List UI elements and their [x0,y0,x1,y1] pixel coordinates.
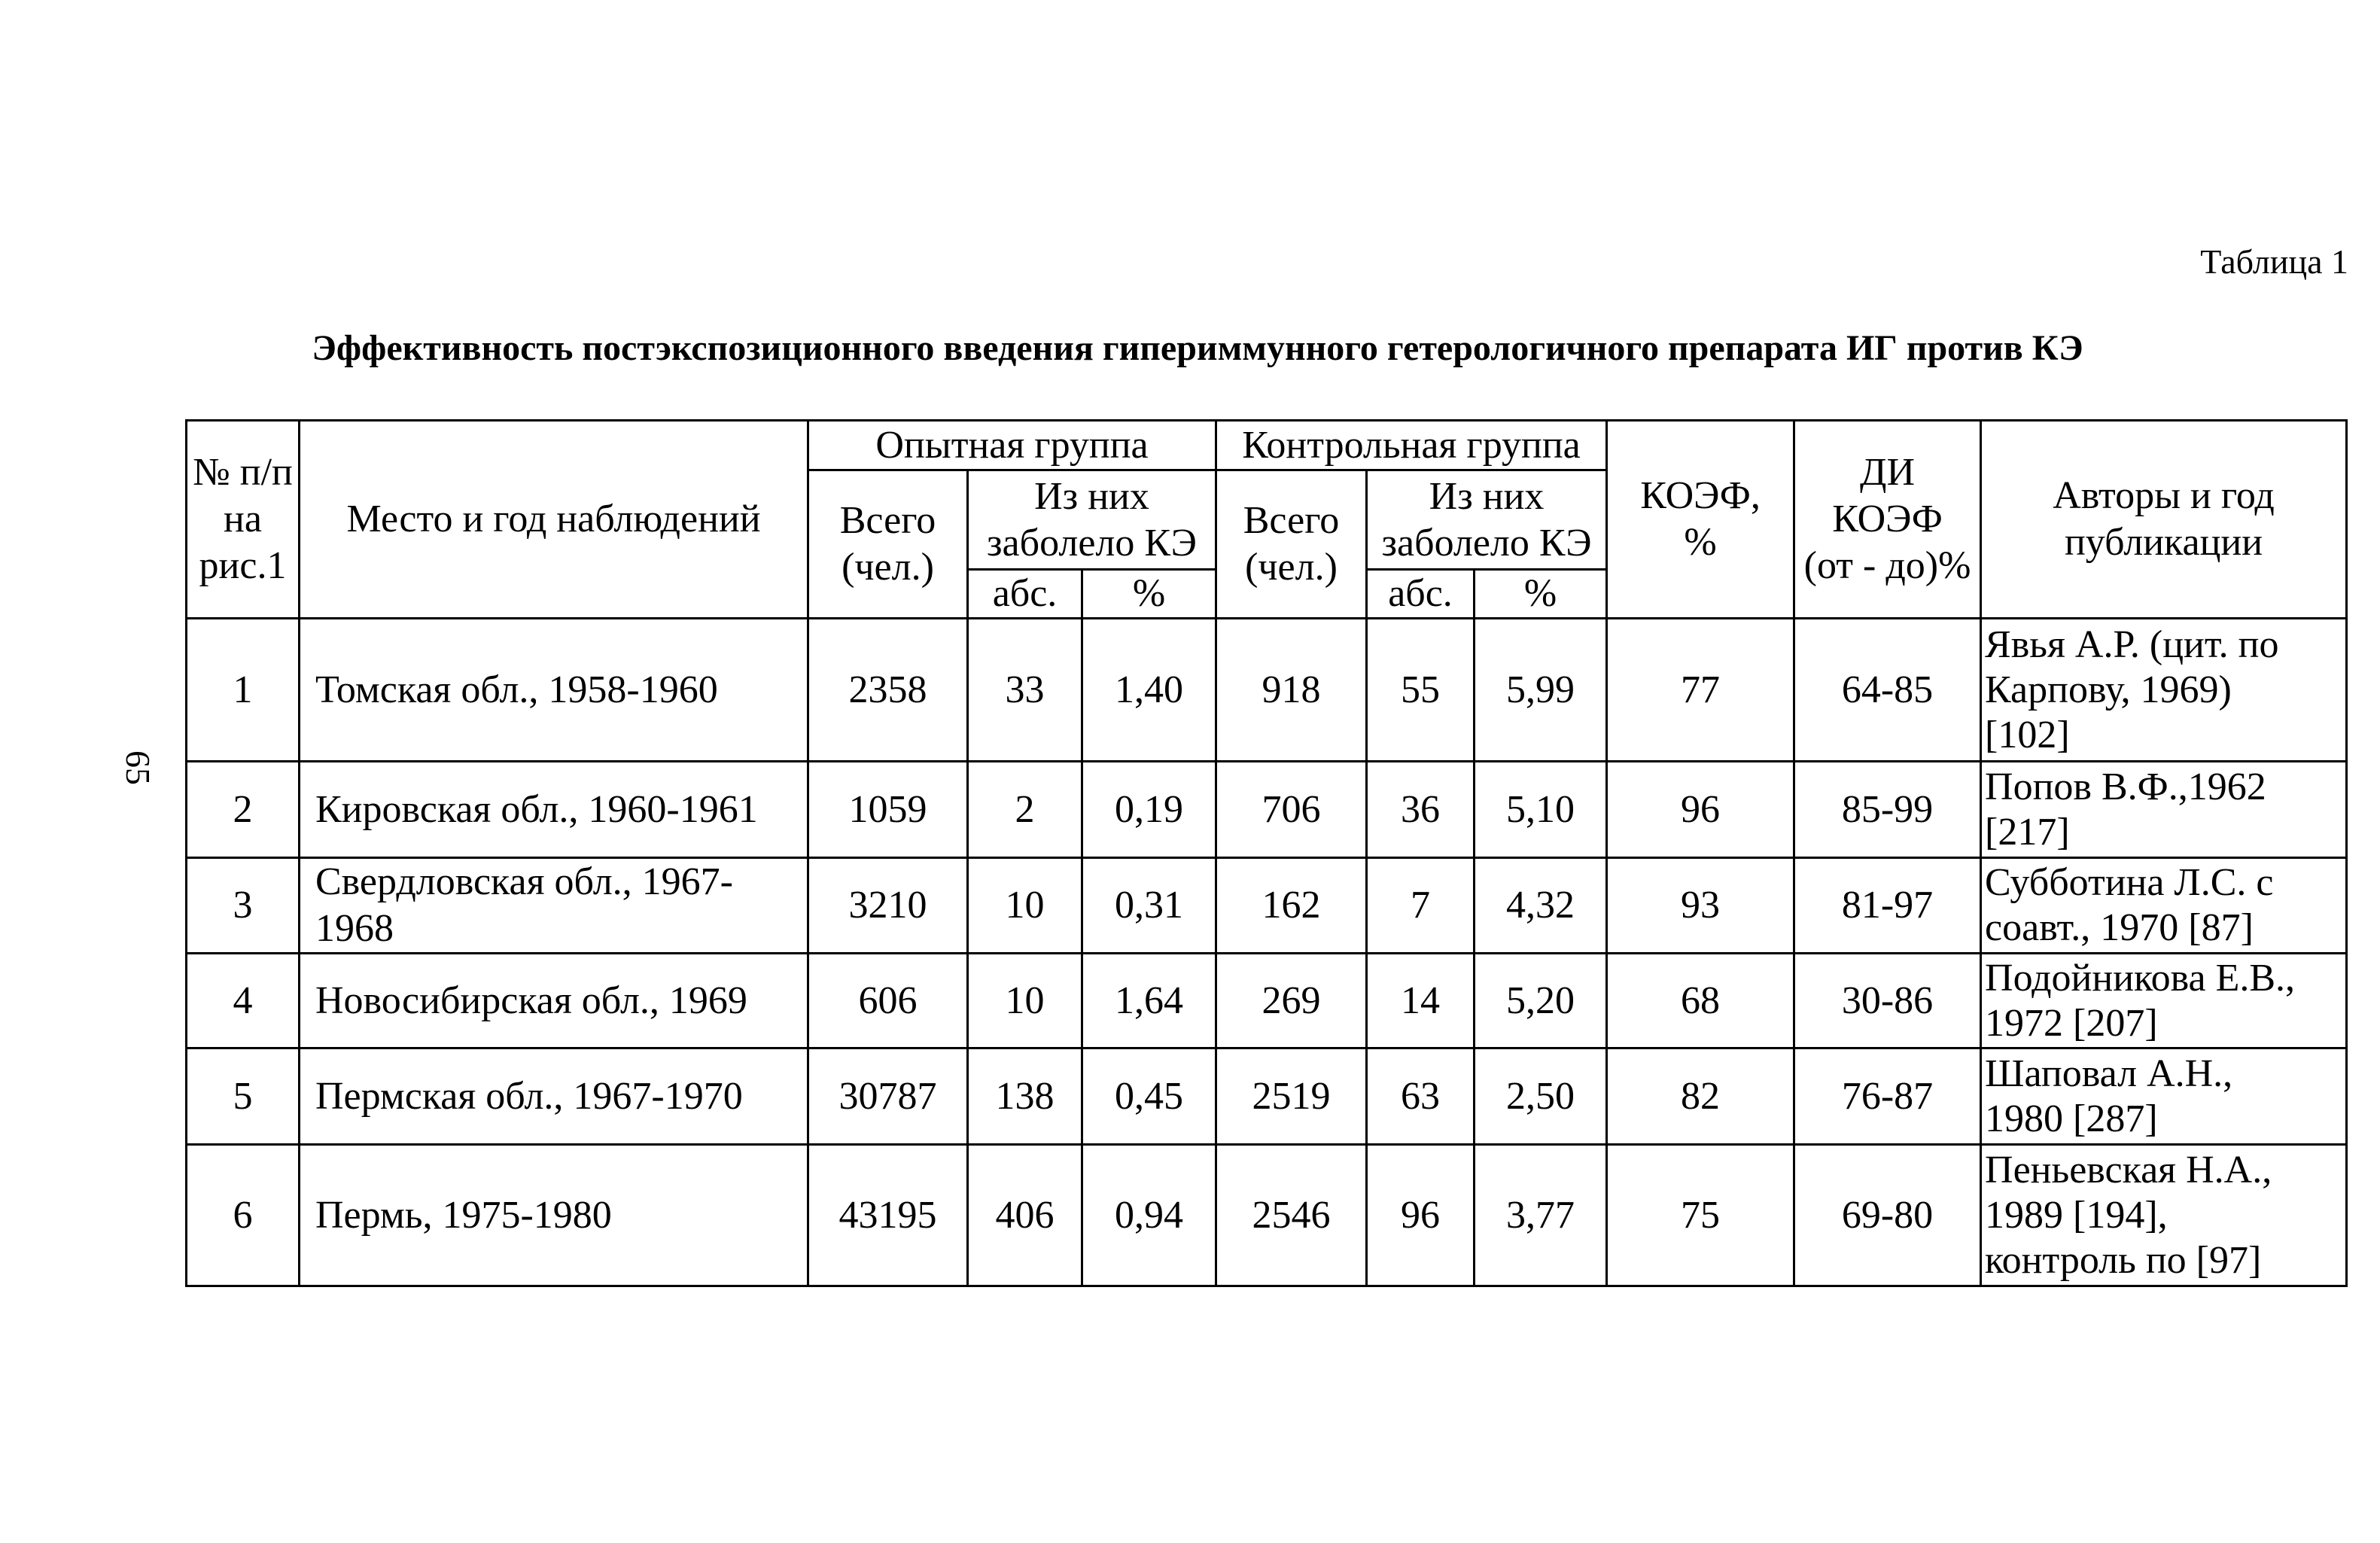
row-ci-cell: 81-97 [1794,858,1981,954]
row-ctrl-total-cell: 706 [1216,762,1367,858]
row-num-cell: 5 [187,1048,300,1145]
row-koef-cell: 75 [1607,1145,1794,1286]
header-control-group: Контрольная группа [1216,421,1607,470]
row-ci-cell: 69-80 [1794,1145,1981,1286]
row-ctrl-pct-cell: 3,77 [1475,1145,1607,1286]
header-ci [1794,421,1981,619]
table-row [187,1048,2347,1145]
row-exp-total-cell: 606 [808,954,968,1048]
row-authors-line: Явья А.Р. (цит. по [1985,622,2279,666]
header-exp-total-line-2: (чел.) [842,546,934,589]
row-authors-line: контроль по [97] [1985,1238,2262,1282]
row-exp-total-cell: 30787 [808,1048,968,1145]
header-exp-abs: абс. [968,570,1082,619]
table-row [187,954,2347,1048]
header-exp-total [808,470,968,619]
row-koef-cell: 68 [1607,954,1794,1048]
table-row [187,1145,2347,1286]
row-ci-cell: 76-87 [1794,1048,1981,1145]
row-authors-line: 1972 [207] [1985,1001,2158,1045]
row-ctrl-total-cell: 2519 [1216,1048,1367,1145]
row-ctrl-pct-cell: 5,99 [1475,619,1607,762]
row-authors-line: Попов В.Ф.,1962 [1985,765,2266,808]
row-authors-line: [217] [1985,810,2070,854]
header-koef [1607,421,1794,619]
table-caption: Таблица 1 [2200,242,2348,281]
row-num-cell: 4 [187,954,300,1048]
row-exp-abs-cell: 138 [968,1048,1082,1145]
row-authors-cell [1981,762,2347,858]
page-number: 65 [119,750,157,785]
table-row [187,619,2347,762]
header-ci-line-3: (от - до)% [1803,544,1971,587]
row-exp-pct-cell: 0,31 [1082,858,1216,954]
header-authors-line-2: публикации [2064,521,2263,564]
header-exp-sick [968,470,1216,570]
row-authors-line: соавт., 1970 [87] [1985,906,2254,949]
header-ctrl-total-line-2: (чел.) [1245,546,1338,589]
row-ci-cell: 30-86 [1794,954,1981,1048]
header-ctrl-pct: % [1475,570,1607,619]
row-exp-abs-cell: 33 [968,619,1082,762]
header-koef-line-2: % [1684,521,1717,564]
row-place-cell: Пермская обл., 1967-1970 [300,1048,808,1145]
header-ctrl-abs: абс. [1367,570,1475,619]
row-authors-cell [1981,1145,2347,1286]
header-exp-pct: % [1082,570,1216,619]
row-authors-line: [102] [1985,713,2070,756]
row-exp-pct-cell: 1,40 [1082,619,1216,762]
header-exp-total-line-1: Всего [839,499,936,542]
row-exp-pct-cell: 1,64 [1082,954,1216,1048]
row-koef-cell: 77 [1607,619,1794,762]
header-ci-line-2: КОЭФ [1832,498,1943,540]
row-exp-abs-cell: 406 [968,1145,1082,1286]
row-ci-cell: 85-99 [1794,762,1981,858]
row-ctrl-total-cell: 162 [1216,858,1367,954]
row-place-cell: Пермь, 1975-1980 [300,1145,808,1286]
header-num [187,421,300,619]
row-ctrl-total-cell: 2546 [1216,1145,1367,1286]
row-authors-line: 1980 [287] [1985,1097,2158,1140]
row-authors-cell [1981,1048,2347,1145]
header-exp-sick-line-1: Из них [1034,474,1149,518]
row-exp-abs-cell: 2 [968,762,1082,858]
header-koef-line-1: КОЭФ, [1640,474,1761,517]
table-header [187,421,2347,619]
header-num-line-2: на [224,498,262,540]
row-authors-line: Шаповал А.Н., [1985,1051,2233,1095]
row-exp-pct-cell: 0,45 [1082,1048,1216,1145]
row-num-cell: 2 [187,762,300,858]
header-authors [1981,421,2347,619]
row-ctrl-abs-cell: 96 [1367,1145,1475,1286]
header-ctrl-sick-line-1: Из них [1429,474,1545,518]
table-row [187,762,2347,858]
table-row [187,858,2347,954]
row-ctrl-pct-cell: 2,50 [1475,1048,1607,1145]
row-authors-line: Подойникова Е.В., [1985,956,2296,1000]
row-exp-abs-cell: 10 [968,858,1082,954]
header-ci-line-1: ДИ [1860,451,1916,494]
row-ctrl-abs-cell: 14 [1367,954,1475,1048]
row-koef-cell: 82 [1607,1048,1794,1145]
row-exp-pct-cell: 0,94 [1082,1145,1216,1286]
row-exp-total-cell: 2358 [808,619,968,762]
row-place-cell: Новосибирская обл., 1969 [300,954,808,1048]
row-authors-cell [1981,954,2347,1048]
header-ctrl-sick-line-2: заболело КЭ [1381,521,1592,565]
row-place-cell: Свердловская обл., 1967-1968 [300,858,808,954]
row-authors-line: Карпову, 1969) [1985,668,2232,711]
row-authors-line: Субботина Л.С. с [1985,861,2274,904]
row-koef-cell: 96 [1607,762,1794,858]
row-authors-cell [1981,858,2347,954]
row-num-cell: 6 [187,1145,300,1286]
row-ctrl-pct-cell: 5,10 [1475,762,1607,858]
row-exp-pct-cell: 0,19 [1082,762,1216,858]
row-authors-line: 1989 [194], [1985,1193,2168,1237]
row-ctrl-abs-cell: 36 [1367,762,1475,858]
header-place: Место и год наблюдений [300,421,808,619]
header-authors-line-1: Авторы и год [2053,474,2275,517]
data-table [185,419,2348,1287]
row-ctrl-pct-cell: 4,32 [1475,858,1607,954]
row-authors-cell [1981,619,2347,762]
table-body [187,619,2347,1286]
header-ctrl-sick [1367,470,1607,570]
row-ctrl-abs-cell: 55 [1367,619,1475,762]
header-experimental-group: Опытная группа [808,421,1216,470]
row-ctrl-total-cell: 269 [1216,954,1367,1048]
row-ctrl-total-cell: 918 [1216,619,1367,762]
row-exp-total-cell: 43195 [808,1145,968,1286]
row-num-cell: 3 [187,858,300,954]
row-ctrl-pct-cell: 5,20 [1475,954,1607,1048]
row-ctrl-abs-cell: 7 [1367,858,1475,954]
row-place-cell: Кировская обл., 1960-1961 [300,762,808,858]
table-title: Эффективность постэкспозиционного введения гипериммунного гетерологичного препарата ИГ против КЭ [312,328,2083,368]
header-ctrl-total-line-1: Всего [1243,499,1340,542]
row-exp-total-cell: 3210 [808,858,968,954]
row-ci-cell: 64-85 [1794,619,1981,762]
row-exp-abs-cell: 10 [968,954,1082,1048]
header-num-line-1: № п/п [193,451,293,494]
header-ctrl-total [1216,470,1367,619]
row-exp-total-cell: 1059 [808,762,968,858]
row-authors-line: Пеньевская Н.А., [1985,1148,2272,1191]
row-num-cell: 1 [187,619,300,762]
row-ctrl-abs-cell: 63 [1367,1048,1475,1145]
header-exp-sick-line-2: заболело КЭ [986,521,1198,565]
row-place-cell: Томская обл., 1958-1960 [300,619,808,762]
header-num-line-3: рис.1 [199,544,287,587]
row-koef-cell: 93 [1607,858,1794,954]
